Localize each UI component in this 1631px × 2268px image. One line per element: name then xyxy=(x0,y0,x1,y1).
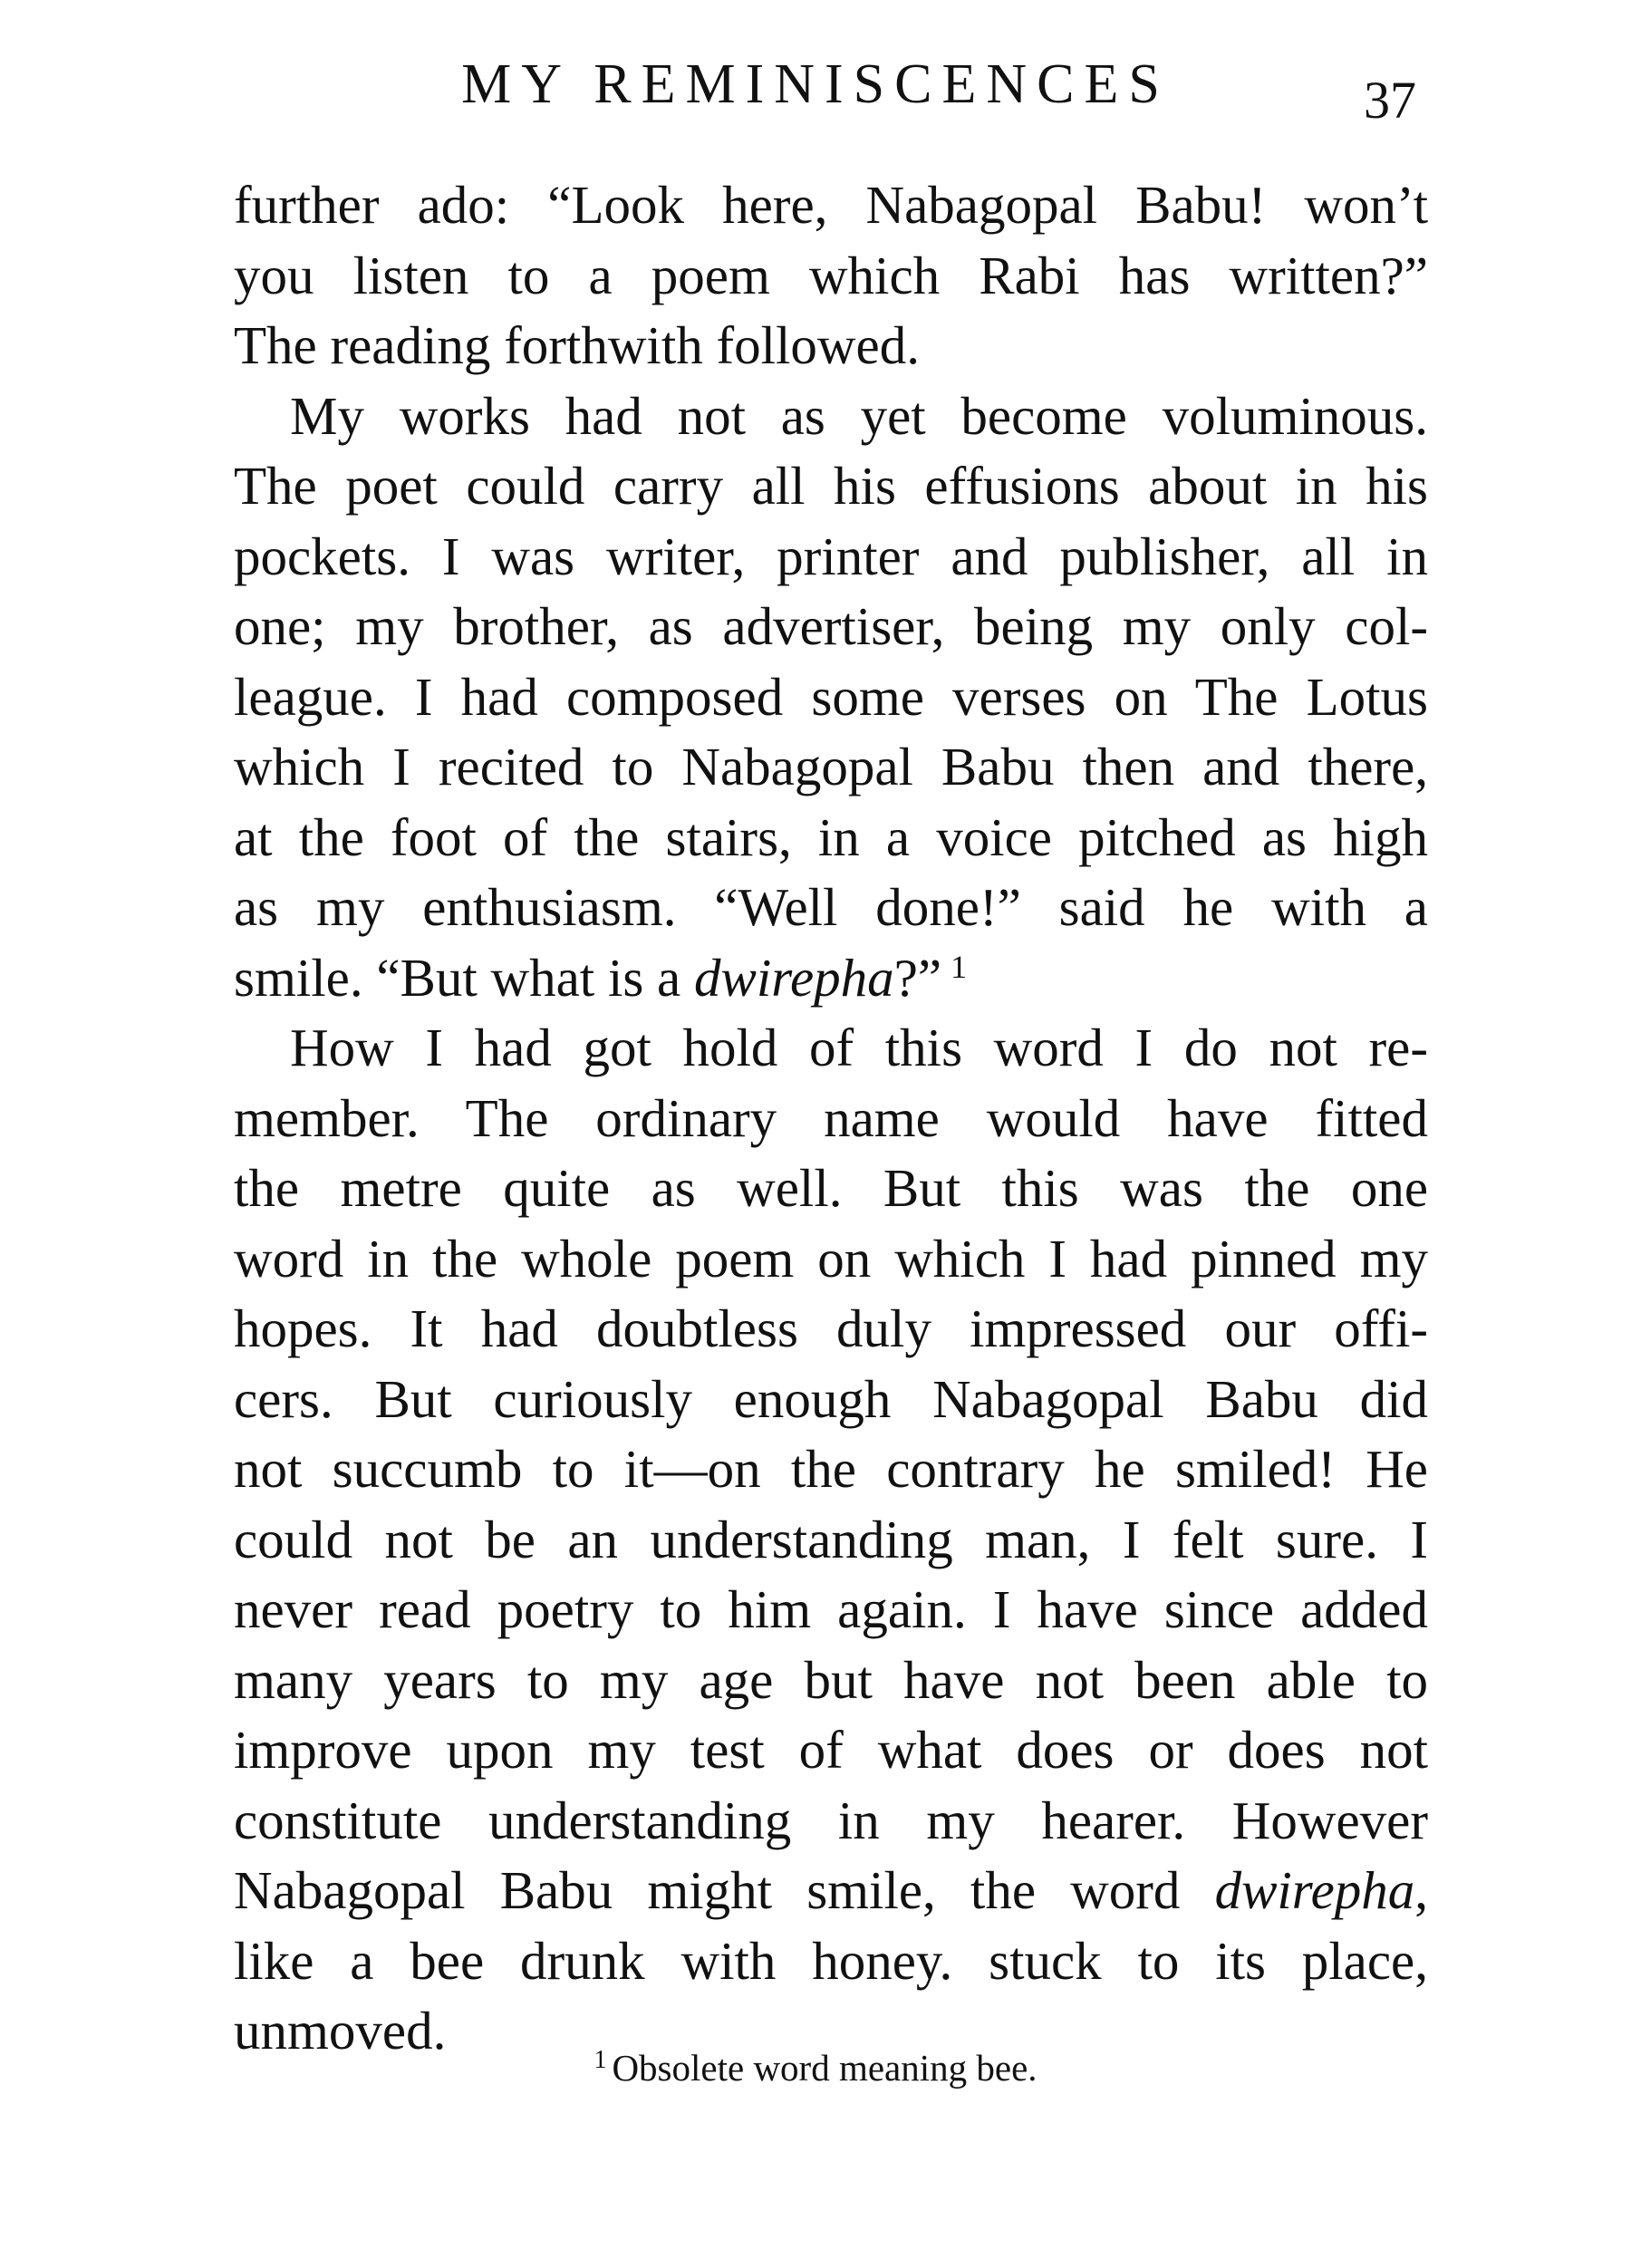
closing-quote: ?” xyxy=(893,947,942,1008)
text-line: one; my brother, as advertiser, being my only col- xyxy=(234,596,1428,656)
footnote xyxy=(0,2046,1631,2089)
text-line: the metre quite as well. But this was the one xyxy=(234,1158,1428,1218)
line-text: smile. “But what is a xyxy=(234,947,681,1008)
text-line: could not be an understanding man, I felt sure. I xyxy=(234,1509,1428,1569)
text-line: many years to my age but have not been able to xyxy=(234,1649,1428,1710)
italic-term-wrap xyxy=(1215,1860,1428,1920)
comma: , xyxy=(1414,1860,1429,1920)
text-line: cers. But curiously enough Nabagopal Babu did xyxy=(234,1368,1428,1429)
body-text xyxy=(234,170,1428,2067)
text-line: not succumb to it—on the contrary he smiled! He xyxy=(234,1439,1428,1499)
text-line: never read poetry to him again. I have since added xyxy=(234,1579,1428,1639)
text-line: member. The ordinary name would have fitted xyxy=(234,1087,1428,1148)
italic-term: dwirepha xyxy=(693,947,894,1008)
text-line: which I recited to Nabagopal Babu then and there, xyxy=(234,737,1428,796)
text-line: pockets. I was writer, printer and publisher, all in xyxy=(234,526,1428,586)
text-line xyxy=(234,1856,1428,1926)
footnote-mark: 1 xyxy=(594,2046,607,2074)
text-line: The reading forthwith followed. xyxy=(234,315,920,375)
text-line: league. I had composed some verses on The Lotus xyxy=(234,666,1428,727)
text-line xyxy=(234,943,1428,1014)
italic-term: dwirepha xyxy=(1214,1860,1415,1920)
footnote-text: Obsolete word meaning bee. xyxy=(612,2047,1037,2089)
text-line: at the foot of the stairs, in a voice pitched as high xyxy=(234,806,1428,867)
text-line: further ado: “Look here, Nabagopal Babu! won’t xyxy=(234,175,1428,235)
text-line: as my enthusiasm. “Well done!” said he with a xyxy=(234,877,1428,937)
footnote-reference: 1 xyxy=(951,948,968,985)
text-line: word in the whole poem on which I had pinned my xyxy=(234,1228,1428,1288)
text-line: unmoved. xyxy=(234,2001,447,2061)
text-line: you listen to a poem which Rabi has written?” xyxy=(234,245,1428,305)
running-title: MY REMINISCENCES xyxy=(461,53,1170,115)
page-number: 37 xyxy=(1364,71,1416,130)
text-line: improve upon my test of what does or does not xyxy=(234,1720,1428,1780)
text-line: My works had not as yet become voluminous. xyxy=(290,385,1428,446)
text-line: How I had got hold of this word I do not re- xyxy=(290,1018,1428,1077)
text-line: like a bee drunk with honey. stuck to its place, xyxy=(234,1930,1428,1991)
text-line: hopes. It had doubtless duly impressed our offi- xyxy=(234,1298,1428,1358)
text-line: The poet could carry all his effusions about in his xyxy=(234,456,1428,516)
line-text: Nabagopal Babu might smile, the word xyxy=(234,1860,1181,1920)
text-line: constitute understanding in my hearer. However xyxy=(234,1790,1428,1850)
